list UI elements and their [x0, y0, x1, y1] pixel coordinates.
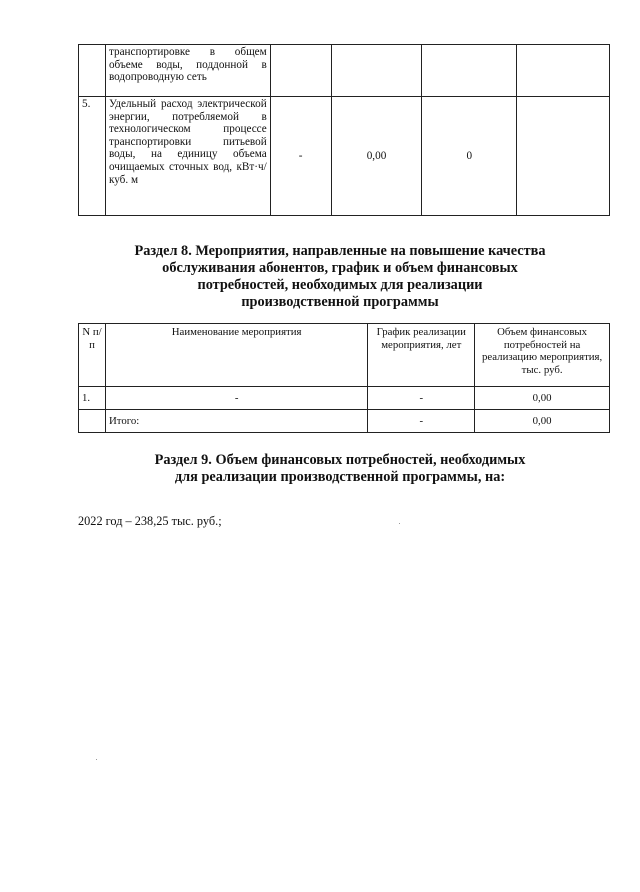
value-cell: 0: [422, 97, 517, 216]
table-header-row: [79, 324, 610, 387]
table-row: 1. - - 0,00: [79, 387, 610, 410]
measures-table: [78, 323, 610, 433]
section-8-title: Раздел 8. Мероприятия, направленные на повышение качества обслуживания абонентов, график и объем финансовых потребностей, необходимых для реализации производственной программы: [134, 243, 546, 310]
indicator-description: Удельный расход электрической энергии, потребляемой в технологическом процессе транспортировки питьевой воды, на единицу объема очищаемых сточных вод, кВт·ч/куб. м: [105, 97, 270, 216]
table-row: [79, 45, 610, 97]
header-name: Наименование мероприятия: [105, 324, 367, 387]
value-cell: -: [270, 97, 331, 216]
scan-speck: [399, 523, 400, 524]
value-cell: [517, 97, 610, 216]
header-schedule: График реализации мероприятия, лет: [368, 324, 475, 387]
scan-speck: [96, 759, 97, 760]
section-9-title: Раздел 9. Объем финансовых потребностей, необходимых для реализации производственной программы, на:: [154, 452, 526, 485]
table-total-row: Итого: - 0,00: [79, 410, 610, 433]
indicator-description: транспортировке в общем объеме воды, поддонной в водопроводную сеть: [105, 45, 270, 97]
value-cell: 0,00: [331, 97, 422, 216]
table-row: [79, 97, 610, 216]
row-number-cell: 5.: [79, 97, 106, 216]
header-num: N п/п: [79, 324, 106, 387]
year-financing-line: 2022 год – 238,25 тыс. руб.;: [78, 514, 222, 528]
indicators-table: [78, 44, 610, 216]
row-number-cell: [79, 45, 106, 97]
header-volume: Объем финансовых потребностей на реализацию мероприятия, тыс. руб.: [475, 324, 610, 387]
